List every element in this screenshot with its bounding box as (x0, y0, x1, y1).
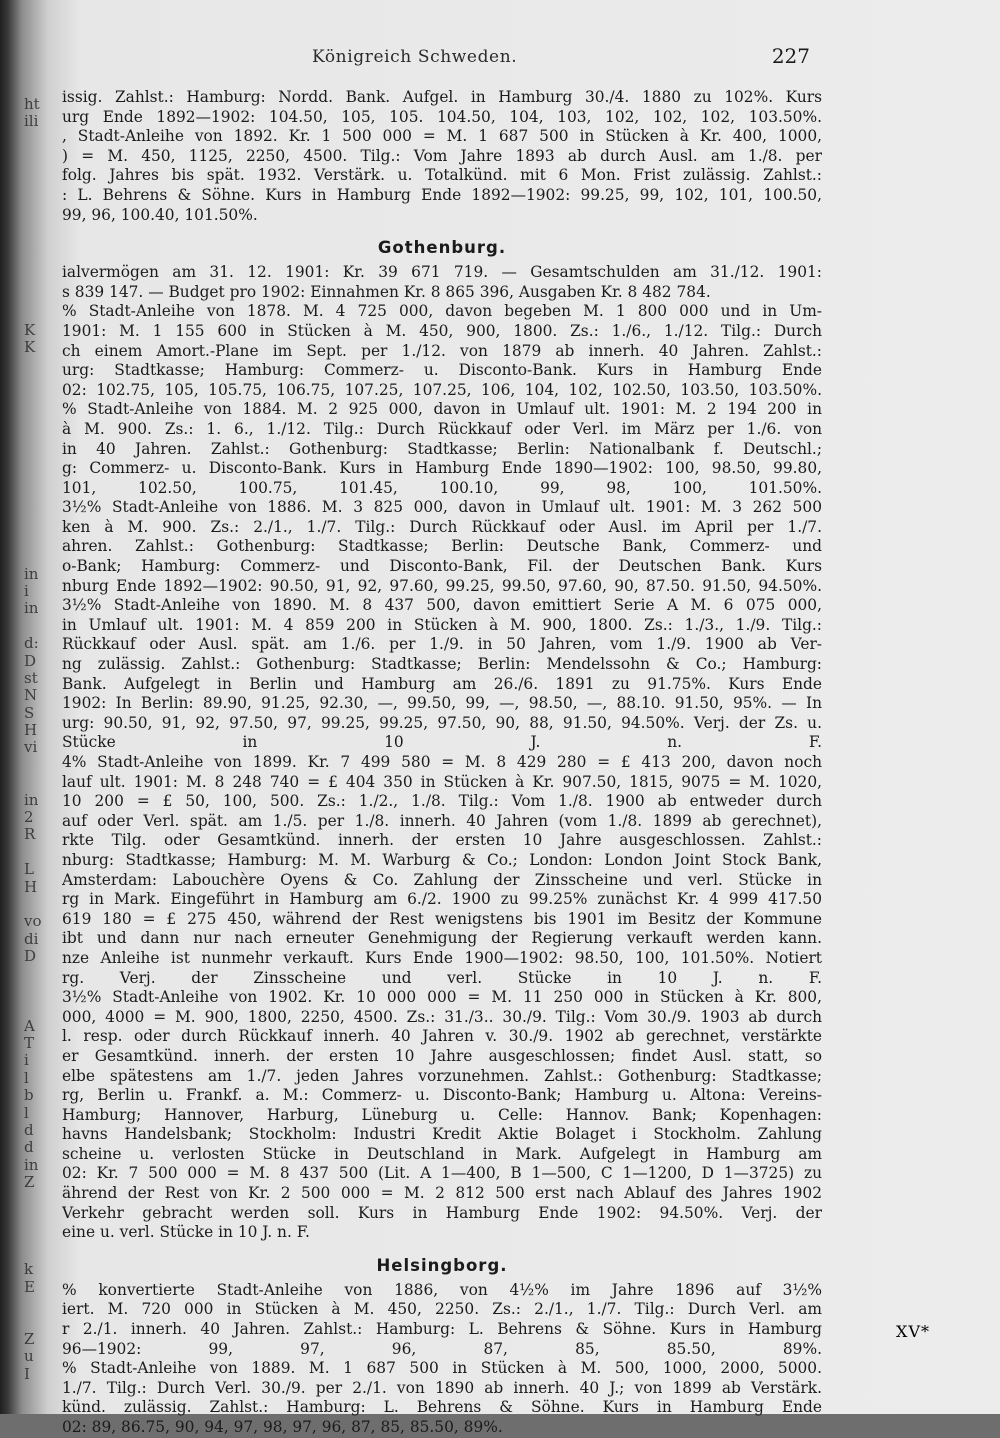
text-line: 3½% Stadt-Anleihe von 1890. M. 8 437 500, davon emittiert Serie A M. 6 075 000, (62, 596, 822, 615)
text-line: ken à M. 900. Zs.: 2./1., 1./7. Tilg.: Durch Rückkauf oder Ausl. im April per 1./7. (62, 517, 822, 536)
text-line: folg. Jahres bis spät. 1932. Verstärk. u. Totalkünd. mit 6 Mon. Frist zulässig. Zahlst.: (62, 166, 822, 185)
margin-fragment: R (24, 825, 36, 844)
margin-fragment (24, 234, 58, 251)
margin-fragment: i (24, 1051, 29, 1070)
text-line: nze Anleihe ist nunmehr verkauft. Kurs Ende 1900—1902: 98.50, 100, 101.50%. Notiert (62, 948, 822, 967)
text-line: urg: 90.50, 91, 92, 97.50, 97, 99.25, 99.25, 97.50, 90, 88, 91.50, 94.50%. Verj. der Zs. u. (62, 713, 822, 732)
running-head (62, 44, 832, 74)
margin-fragment (24, 1312, 58, 1329)
margin-fragment: H (24, 877, 38, 896)
text-line: , Stadt-Anleihe von 1892. Kr. 1 500 000 = M. 1 687 500 in Stücken à Kr. 400, 1000, (62, 127, 822, 146)
margin-fragment: ili (24, 112, 39, 131)
text-line: g: Commerz- u. Disconto-Bank. Kurs in Hamburg Ende 1890—1902: 100, 98.50, 99.80, (62, 459, 822, 478)
margin-fragment (24, 373, 58, 390)
text-line: scheine u. verlosten Stücke in Deutschland in Mark. Aufgelegt in Hamburg am (62, 1144, 822, 1163)
margin-fragment (24, 182, 58, 199)
margin-fragment (24, 895, 58, 912)
margin-fragment: D (24, 651, 37, 670)
text-line: o-Bank; Hamburg: Commerz- und Disconto-Bank, Fil. der Deutschen Bank. Kurs (62, 557, 822, 576)
section-heading: Helsingborg. (376, 1255, 508, 1275)
margin-fragment (24, 425, 58, 442)
margin-fragment: H (24, 721, 38, 740)
text-line: rg in Mark. Eingeführt in Hamburg am 6./2. 1900 zu 99.25% zunächst Kr. 4 999 417.50 (62, 890, 822, 909)
margin-fragment: l (24, 1068, 29, 1087)
text-line: 101, 102.50, 100.75, 101.45, 100.10, 99, 98, 100, 101.50%. (62, 478, 822, 497)
margin-fragment (24, 530, 58, 547)
margin-fragment: l (24, 1103, 29, 1122)
section-heading: Gothenburg. (377, 238, 507, 258)
text-line: rkte Tilg. oder Gesamtkünd. innerh. der ersten 10 Jahre ausgeschlossen. Zahlst.: (62, 831, 822, 850)
page-number: 227 (771, 44, 810, 68)
text-line: % konvertierte Stadt-Anleihe von 1886, von 4½% im Jahre 1896 auf 3½% (62, 1280, 822, 1299)
section-gap (62, 1243, 822, 1251)
text-line: Stücke in 10 J. n. F. (62, 733, 822, 752)
margin-fragment: N (24, 686, 38, 705)
margin-fragment (24, 1295, 58, 1312)
text-line: ch einem Amort.-Plane im Sept. per 1./12. von 1879 ab innerh. 40 Jahren. Zahlst.: (62, 341, 822, 360)
margin-fragment: in (24, 790, 39, 809)
margin-fragment: T (24, 1034, 35, 1053)
margin-fragment: st (24, 668, 38, 687)
text-line: nburg: Stadtkasse; Hamburg: M. M. Warburg & Co.; London: London Joint Stock Bank, (62, 850, 822, 869)
text-line: s 839 147. — Budget pro 1902: Einnahmen Kr. 8 865 396, Ausgaben Kr. 8 482 784. (62, 282, 711, 301)
text-line: Verkehr gebracht werden soll. Kurs in Hamburg Ende 1902: 94.50%. Verj. der (62, 1203, 822, 1222)
text-line: 99, 96, 100.40, 101.50%. (62, 205, 258, 224)
margin-fragment (24, 269, 58, 286)
text-line: 619 180 = £ 275 450, während der Rest wenigstens bis 1901 im Besitz der Kommune (62, 909, 822, 928)
margin-fragment: Z (24, 1173, 35, 1192)
margin-fragment: in (24, 564, 39, 583)
text-line: urg Ende 1892—1902: 104.50, 105, 105. 104.50, 104, 103, 102, 102, 102, 103.50%. (62, 107, 822, 126)
margin-fragment (24, 1208, 58, 1225)
margin-fragment (24, 495, 58, 512)
text-line: in 40 Jahren. Zahlst.: Gothenburg: Stadtkasse; Berlin: Nationalbank f. Deutschl.; (62, 439, 822, 458)
text-body (62, 88, 822, 1438)
text-line: Rückkauf oder Ausl. spät. am 1./6. per 1./9. in 50 Jahren, vom 1./9. 1900 ab Ver- (62, 635, 822, 654)
margin-fragment (24, 165, 58, 182)
margin-fragment: vo (24, 912, 42, 931)
text-line: 96—1902: 99, 97, 96, 87, 85, 85.50, 89%. (62, 1339, 822, 1358)
text-line: eine u. verl. Stücke in 10 J. n. F. (62, 1223, 310, 1242)
text-line: 000, 4000 = M. 900, 1800, 2250, 4500. Zs.: 31./3.. 30./9. Tilg.: Vom 30./9. 1903 ab durch (62, 1007, 822, 1026)
text-line: : L. Behrens & Söhne. Kurs in Hamburg Ende 1892—1902: 99.25, 99, 102, 101, 100.50, (62, 185, 822, 204)
margin-fragment (24, 408, 58, 425)
margin-fragment (24, 617, 58, 634)
signature-mark: XV* (896, 1322, 930, 1341)
margin-fragment (24, 843, 58, 860)
text-line: elbe spätestens am 1./7. jeden Jahres vorzunehmen. Zahlst.: Gothenburg: Stadtkasse; (62, 1066, 822, 1085)
margin-fragment (24, 460, 58, 477)
text-line: ibt und dann nur nach erneuter Genehmigung der Regierung verkauft werden kann. (62, 929, 822, 948)
text-line: Amsterdam: Labouchère Oyens & Co. Zahlung der Zinsscheine und verl. Stücke in (62, 870, 822, 889)
text-line: 1902: In Berlin: 89.90, 91.25, 92.30, —, 99.50, 99, —, 98.50, —, 88.10. 91.50, 95%. — In (62, 694, 822, 713)
margin-fragment: 2 (24, 808, 34, 827)
text-line: 1901: M. 1 155 600 in Stücken à M. 450, 900, 1800. Zs.: 1./6., 1./12. Tilg.: Durch (62, 321, 822, 340)
text-line: 3½% Stadt-Anleihe von 1886. M. 3 825 000, davon in Umlauf ult. 1901: M. 3 262 500 (62, 498, 822, 517)
margin-fragment (24, 965, 58, 982)
margin-fragment (24, 547, 58, 564)
margin-fragment (24, 356, 58, 373)
text-line: 3½% Stadt-Anleihe von 1902. Kr. 10 000 000 = M. 11 250 000 in Stücken à Kr. 800, (62, 988, 822, 1007)
margin-fragment: E (24, 1277, 35, 1296)
margin-fragment (24, 773, 58, 790)
text-line: à M. 900. Zs.: 1. 6., 1./12. Tilg.: Durch Rückkauf oder Verl. im März per 1./6. von (62, 419, 822, 438)
margin-fragment: b (24, 1086, 34, 1105)
page-content (62, 36, 832, 1436)
text-line: r 2./1. innerh. 40 Jahren. Zahlst.: Hamburg: L. Behrens & Söhne. Kurs in Hamburg (62, 1320, 822, 1339)
text-line: % Stadt-Anleihe von 1889. M. 1 687 500 in Stücken à M. 500, 1000, 2000, 5000. (62, 1359, 822, 1378)
margin-fragment: ht (24, 95, 40, 113)
section-gap (62, 225, 822, 233)
margin-fragment (24, 304, 58, 321)
text-line: er Gesamtkünd. innerh. der ersten 10 Jahre ausgeschlossen; findet Ausl. statt, so (62, 1046, 822, 1065)
text-line: ialvermögen am 31. 12. 1901: Kr. 39 671 719. — Gesamtschulden am 31./12. 1901: (62, 263, 822, 282)
margin-fragment: L (24, 860, 34, 879)
text-line: auf oder Verl. spät. am 1./5. per 1./8. innerh. 40 Jahren (vom 1./8. 1899 ab gerechnet), (62, 811, 822, 830)
text-line: 02: 102.75, 105, 105.75, 106.75, 107.25, 107.25, 106, 104, 102, 102.50, 103.50, 103.50%. (62, 380, 822, 399)
margin-fragment: in (24, 1155, 39, 1174)
margin-fragment (24, 391, 58, 408)
margin-fragment: u (24, 1347, 34, 1366)
margin-fragment (24, 512, 58, 529)
margin-fragment (24, 130, 58, 147)
text-line: % Stadt-Anleihe von 1884. M. 2 925 000, davon in Umlauf ult. 1901: M. 2 194 200 in (62, 400, 822, 419)
text-line: 1./7. Tilg.: Durch Verl. 30./9. per 2./1. von 1890 ab innerh. 40 J.; von 1899 ab Verstärk. (62, 1378, 822, 1397)
margin-fragment: A (24, 1016, 35, 1035)
text-line: Hamburg; Hannover, Harburg, Lüneburg u. Celle: Hannov. Bank; Kopenhagen: (62, 1105, 822, 1124)
text-line: rg. Verj. der Zinsscheine und verl. Stücke in 10 J. n. F. (62, 968, 822, 987)
margin-fragment: d (24, 1138, 34, 1157)
margin-fragment (24, 1243, 58, 1260)
text-line: nburg Ende 1892—1902: 90.50, 91, 92, 97.60, 99.25, 99.50, 97.60, 90, 87.50. 91.50, 94.50%. (62, 576, 822, 595)
margin-fragment: d (24, 1121, 34, 1140)
text-line: 02: Kr. 7 500 000 = M. 8 437 500 (Lit. A 1—400, B 1—500, C 1—1200, D 1—3725) zu (62, 1164, 822, 1183)
text-line: issig. Zahlst.: Hamburg: Nordd. Bank. Aufgel. in Hamburg 30./4. 1880 zu 102%. Kurs (62, 88, 822, 106)
text-line: Bank. Aufgelegt in Berlin und Hamburg am 26./6. 1891 zu 91.75%. Kurs Ende (62, 674, 822, 693)
text-line: havns Handelsbank; Stockholm: Industri Kredit Aktie Bolaget i Stockholm. Zahlung (62, 1125, 822, 1144)
margin-fragment (24, 982, 58, 999)
text-line: urg: Stadtkasse; Hamburg: Commerz- u. Disconto-Bank. Kurs in Hamburg Ende (62, 361, 822, 380)
margin-fragment: K (24, 321, 36, 340)
text-line: in Umlauf ult. 1901: M. 4 859 200 in Stücken à M. 900, 1800. Zs.: 1./3., 1./9. Tilg.: (62, 615, 822, 634)
running-title: Königreich Schweden. (312, 47, 518, 67)
margin-fragment: vi (24, 738, 38, 757)
margin-fragment: i (24, 581, 29, 600)
text-line: ahren. Zahlst.: Gothenburg: Stadtkasse; Berlin: Deutsche Bank, Commerz- und (62, 537, 822, 556)
margin-fragment (24, 199, 58, 216)
text-line: ) = M. 450, 1125, 2250, 4500. Tilg.: Vom Jahre 1893 ab durch Ausl. am 1./8. per (62, 146, 822, 165)
margin-fragment (24, 478, 58, 495)
margin-fragment (24, 217, 58, 234)
margin-fragment: Z (24, 1329, 35, 1348)
text-line: ng zulässig. Zahlst.: Gothenburg: Stadtkasse; Berlin: Mendelssohn & Co.; Hamburg: (62, 655, 822, 674)
text-line: künd. zulässig. Zahlst.: Hamburg: L. Behrens & Söhne. Kurs in Hamburg Ende (62, 1398, 822, 1417)
margin-fragment: I (24, 1364, 30, 1382)
left-margin-bleed (24, 95, 58, 1382)
margin-fragment (24, 1225, 58, 1242)
text-line: lauf ult. 1901: M. 8 248 740 = £ 404 350 in Stücken à Kr. 907.50, 1815, 9075 = M. 1020, (62, 772, 822, 791)
margin-fragment (24, 756, 58, 773)
margin-fragment: D (24, 947, 37, 966)
text-line: l. resp. oder durch Rückkauf innerh. 40 Jahren v. 30./9. 1902 ab gerechnet, verstärkte (62, 1027, 822, 1046)
margin-fragment (24, 1191, 58, 1208)
margin-fragment: di (24, 929, 39, 948)
margin-fragment: S (24, 703, 35, 722)
text-line: iert. M. 720 000 in Stücken à M. 450, 2250. Zs.: 2./1., 1./7. Tilg.: Durch Verl. am (62, 1300, 822, 1319)
margin-fragment (24, 999, 58, 1016)
margin-fragment: d: (24, 634, 39, 653)
margin-fragment (24, 286, 58, 303)
text-line: 10 200 = £ 50, 100, 500. Zs.: 1./2., 1./8. Tilg.: Vom 1./8. 1900 ab entweder durch (62, 792, 822, 811)
margin-fragment (24, 147, 58, 164)
margin-fragment (24, 252, 58, 269)
margin-fragment: K (24, 338, 36, 357)
text-line: rg, Berlin u. Frankf. a. M.: Commerz- u. Disconto-Bank; Hamburg u. Altona: Vereins- (62, 1086, 822, 1105)
text-line: 02: 89, 86.75, 90, 94, 97, 98, 97, 96, 87, 85, 85.50, 89%. (62, 1418, 503, 1436)
text-line: % Stadt-Anleihe von 1878. M. 4 725 000, davon begeben M. 1 800 000 und in Um- (62, 302, 822, 321)
margin-fragment: in (24, 599, 39, 618)
margin-fragment (24, 443, 58, 460)
text-line: ährend der Rest von Kr. 2 500 000 = M. 2 812 500 erst nach Ablauf des Jahres 1902 (62, 1184, 822, 1203)
text-line: 4% Stadt-Anleihe von 1899. Kr. 7 499 580 = M. 8 429 280 = £ 413 200, davon noch (62, 753, 822, 771)
margin-fragment: k (24, 1260, 34, 1279)
